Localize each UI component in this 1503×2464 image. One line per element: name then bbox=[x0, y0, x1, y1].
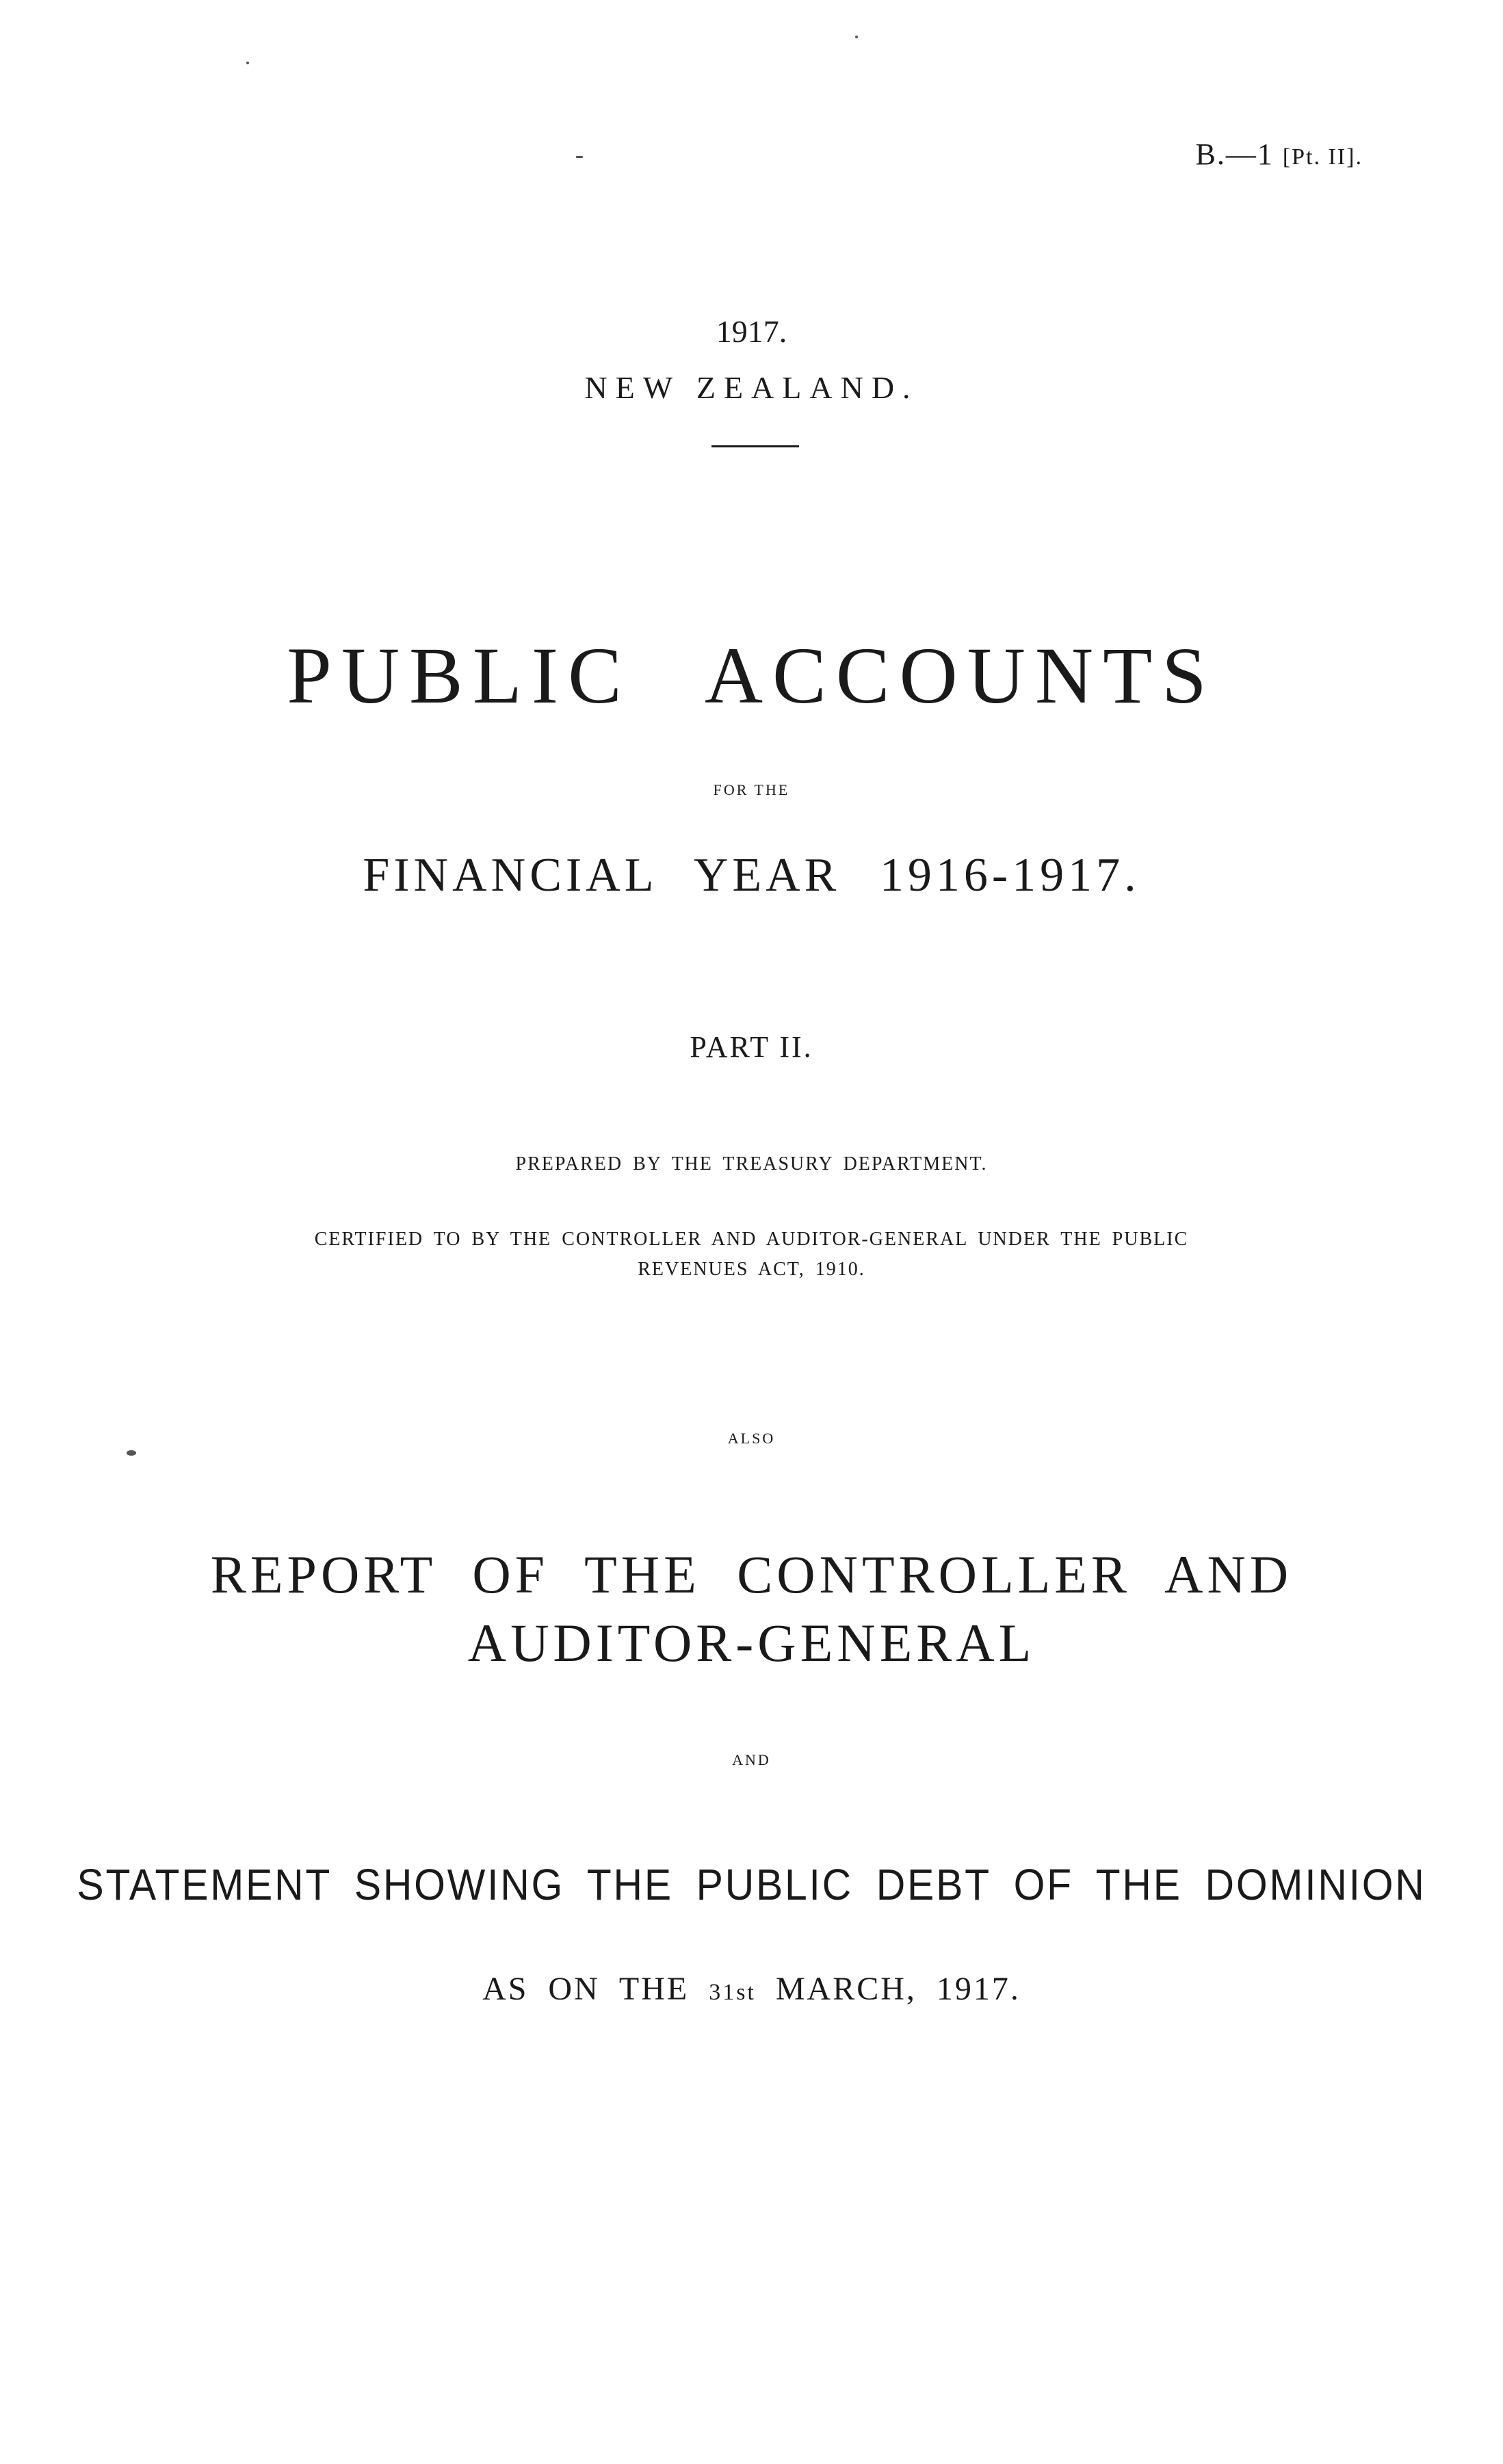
statement-title: STATEMENT SHOWING THE PUBLIC DEBT OF THE DOMINION bbox=[77, 1860, 1426, 1909]
report-title-line-1: REPORT OF THE CONTROLLER AND bbox=[210, 1545, 1293, 1604]
document-reference bbox=[1195, 137, 1363, 172]
main-title: PUBLIC ACCOUNTS bbox=[287, 631, 1216, 720]
print-speck bbox=[855, 36, 858, 38]
print-speck bbox=[576, 156, 583, 158]
date-prefix: AS ON THE bbox=[482, 1971, 690, 2007]
part-heading: PART II. bbox=[690, 1030, 813, 1064]
statement-date bbox=[0, 1970, 1503, 2008]
date-day: 31st bbox=[709, 1980, 756, 2005]
report-title-line-2: AUDITOR-GENERAL bbox=[467, 1613, 1036, 1673]
date-suffix: MARCH, 1917. bbox=[775, 1971, 1021, 2007]
also-connector: ALSO bbox=[727, 1430, 776, 1447]
part-reference: [Pt. II]. bbox=[1282, 144, 1363, 170]
heading-rule bbox=[711, 445, 799, 447]
print-speck bbox=[127, 1450, 136, 1456]
publication-year: 1917. bbox=[716, 314, 787, 349]
prepared-by-line: PREPARED BY THE TREASURY DEPARTMENT. bbox=[515, 1153, 988, 1175]
financial-year-title: FINANCIAL YEAR 1916-1917. bbox=[363, 849, 1140, 902]
print-speck bbox=[246, 62, 249, 64]
and-connector: AND bbox=[732, 1751, 771, 1768]
title-connector: FOR THE bbox=[713, 781, 790, 798]
reference-code: B.—1 bbox=[1195, 137, 1274, 171]
certified-line-1: CERTIFIED TO BY THE CONTROLLER AND AUDITOR-GENERAL UNDER THE PUBLIC bbox=[314, 1229, 1189, 1250]
certified-line-2: REVENUES ACT, 1910. bbox=[638, 1259, 865, 1280]
country-heading: NEW ZEALAND. bbox=[584, 370, 919, 405]
